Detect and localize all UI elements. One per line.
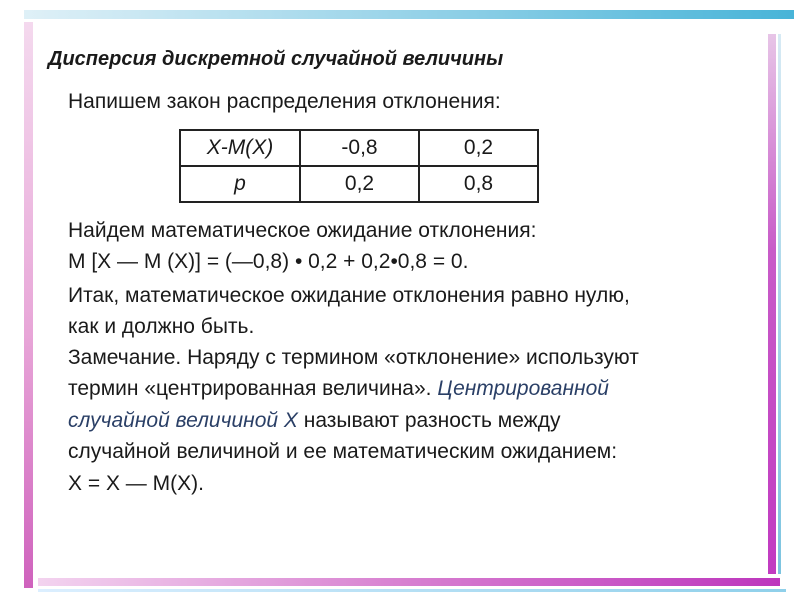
slide-title: Дисперсия дискретной случайной величины [48,48,504,70]
body-text: термин «центрированная величина». [68,377,438,400]
left-gradient-bar [24,22,33,588]
bottom-thin-bar [38,589,786,592]
top-gradient-bar [24,10,794,19]
bottom-gradient-bar [38,578,780,586]
body-line [68,377,609,401]
table-cell: 0,2 [419,130,538,166]
emphasis-text: случайной величиной X [68,409,298,432]
table-cell: -0,8 [300,130,419,166]
formula-line: M [X — M (X)] = (—0,8) • 0,2 + 0,2•0,8 = 0. [68,250,469,273]
body-line: случайной величиной и ее математическим ожиданием: [68,440,618,463]
emphasis-text: Центрированной [437,377,609,400]
body-line: Найдем математическое ожидание отклонения: [68,219,537,242]
row-label-deviation: X-M(X) [180,130,300,166]
table-cell: 0,8 [419,166,538,202]
body-line: как и должно быть. [68,315,255,338]
distribution-table [179,129,539,203]
formula-line: X = X — M(X). [68,472,204,495]
row-label-probability: p [180,166,300,202]
remark-line: Замечание. Наряду с термином «отклонение» используют [68,346,639,369]
right-gradient-bar [768,34,776,574]
table-row [180,166,538,202]
table-row [180,130,538,166]
intro-text: Напишем закон распределения отклонения: [68,90,501,113]
body-line: Итак, математическое ожидание отклонения равно нулю, [68,284,630,307]
body-line [68,409,560,433]
right-thin-bar [778,34,781,574]
table-cell: 0,2 [300,166,419,202]
body-text: называют разность между [297,409,561,432]
